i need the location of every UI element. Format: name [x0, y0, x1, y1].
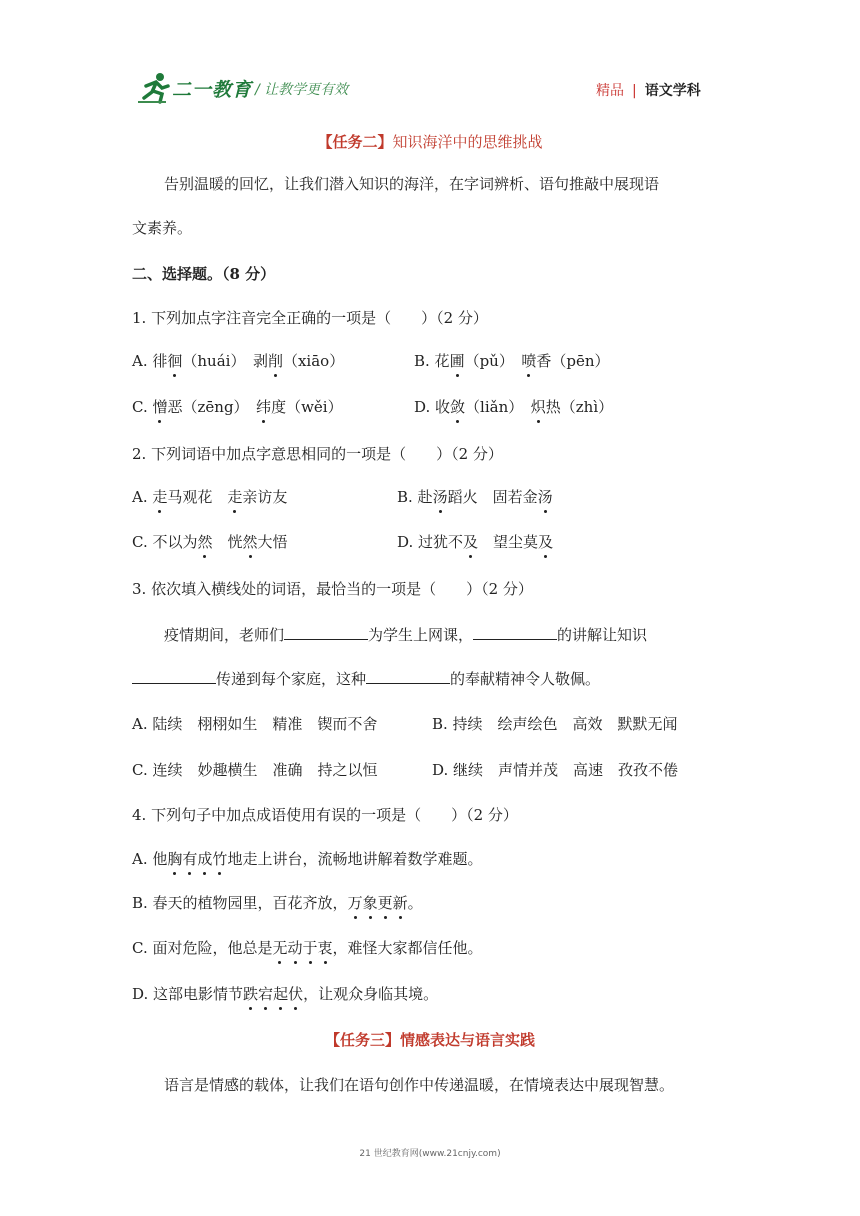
- brand-slogan: / 让教学更有效: [255, 82, 349, 98]
- brand-name: 二一教育: [172, 79, 253, 101]
- q4-stem: 4. 下列句子中加点成语使用有误的一项是（ ）（2 分）: [132, 806, 518, 824]
- q3-blank-4: [366, 669, 450, 684]
- q1-option-b: B. 花圃（pǔ） 喷香（pēn）: [414, 352, 610, 370]
- runner-logo-icon: [136, 72, 172, 104]
- q1-stem: 1. 下列加点字注音完全正确的一项是（ ）（2 分）: [132, 309, 488, 327]
- q3-option-b: B. 持续 绘声绘色 高效 默默无闻: [432, 715, 678, 733]
- q2-option-c: C. 不以为然 恍然大悟: [132, 533, 288, 551]
- q3-blank-2: [473, 625, 557, 640]
- q2-option-d: D. 过犹不及 望尘莫及: [397, 533, 554, 551]
- q3-option-c: C. 连续 妙趣横生 准确 持之以恒: [132, 761, 378, 779]
- task3-intro: 语言是情感的载体，让我们在语句创作中传递温暖，在情境表达中展现智慧。: [164, 1076, 675, 1094]
- task2-intro-line2: 文素养。: [132, 219, 193, 237]
- task2-title: [0, 131, 860, 152]
- q2-option-a: A. 走马观花 走亲访友: [132, 488, 288, 506]
- q2-stem: 2. 下列词语中加点字意思相同的一项是（ ）（2 分）: [132, 445, 503, 463]
- header-subject: [596, 80, 701, 100]
- section2-heading: 二、选择题。（8 分）: [132, 265, 276, 283]
- q3-passage-line1: 疫情期间，老师们 为学生上网课， 的讲解让知识: [164, 626, 648, 644]
- task3-title-text: 情感表达与语言实践: [400, 1031, 536, 1049]
- q3-stem: 3. 依次填入横线处的词语，最恰当的一项是（ ）（2 分）: [132, 580, 533, 598]
- header-separator: |: [632, 83, 637, 99]
- task3-bracket: 【任务三】: [324, 1031, 400, 1049]
- q4-option-b: B. 春天的植物园里，百花齐放，万象更新。: [132, 894, 423, 912]
- task2-title-text: 知识海洋中的思维挑战: [392, 133, 543, 151]
- q3-option-a: A. 陆续 栩栩如生 精准 锲而不舍: [132, 715, 378, 733]
- q4-option-c: C. 面对危险，他总是无动于衷，难怪大家都信任他。: [132, 939, 483, 957]
- q3-blank-3: [132, 669, 216, 684]
- subject-label: 语文学科: [644, 83, 701, 99]
- q1-option-a: A. 徘徊（huái） 剥削（xiāo）: [132, 352, 345, 370]
- quality-badge: 精品: [596, 83, 624, 99]
- task3-title: [0, 1029, 860, 1050]
- task2-intro-line1: 告别温暖的回忆，让我们潜入知识的海洋，在字词辨析、语句推敲中展现语: [164, 175, 660, 193]
- task2-bracket: 【任务二】: [317, 133, 393, 151]
- page-footer: 21 世纪教育网(www.21cnjy.com): [359, 1149, 501, 1159]
- q3-passage-line2: 传递到每个家庭，这种 的奉献精神令人敬佩。: [132, 669, 600, 689]
- q4-option-a: A. 他胸有成竹地走上讲台，流畅地讲解着数学难题。: [132, 850, 483, 868]
- q3-blank-1: [284, 625, 368, 640]
- q2-option-b: B. 赴汤蹈火 固若金汤: [397, 488, 553, 506]
- q3-option-d: D. 继续 声情并茂 高速 孜孜不倦: [432, 761, 679, 779]
- q4-option-d: D. 这部电影情节跌宕起伏，让观众身临其境。: [132, 985, 439, 1003]
- q1-option-c: C. 憎恶（zēng） 纬度（wěi）: [132, 398, 343, 416]
- q1-option-d: D. 收敛（liǎn） 炽热（zhì）: [414, 398, 614, 416]
